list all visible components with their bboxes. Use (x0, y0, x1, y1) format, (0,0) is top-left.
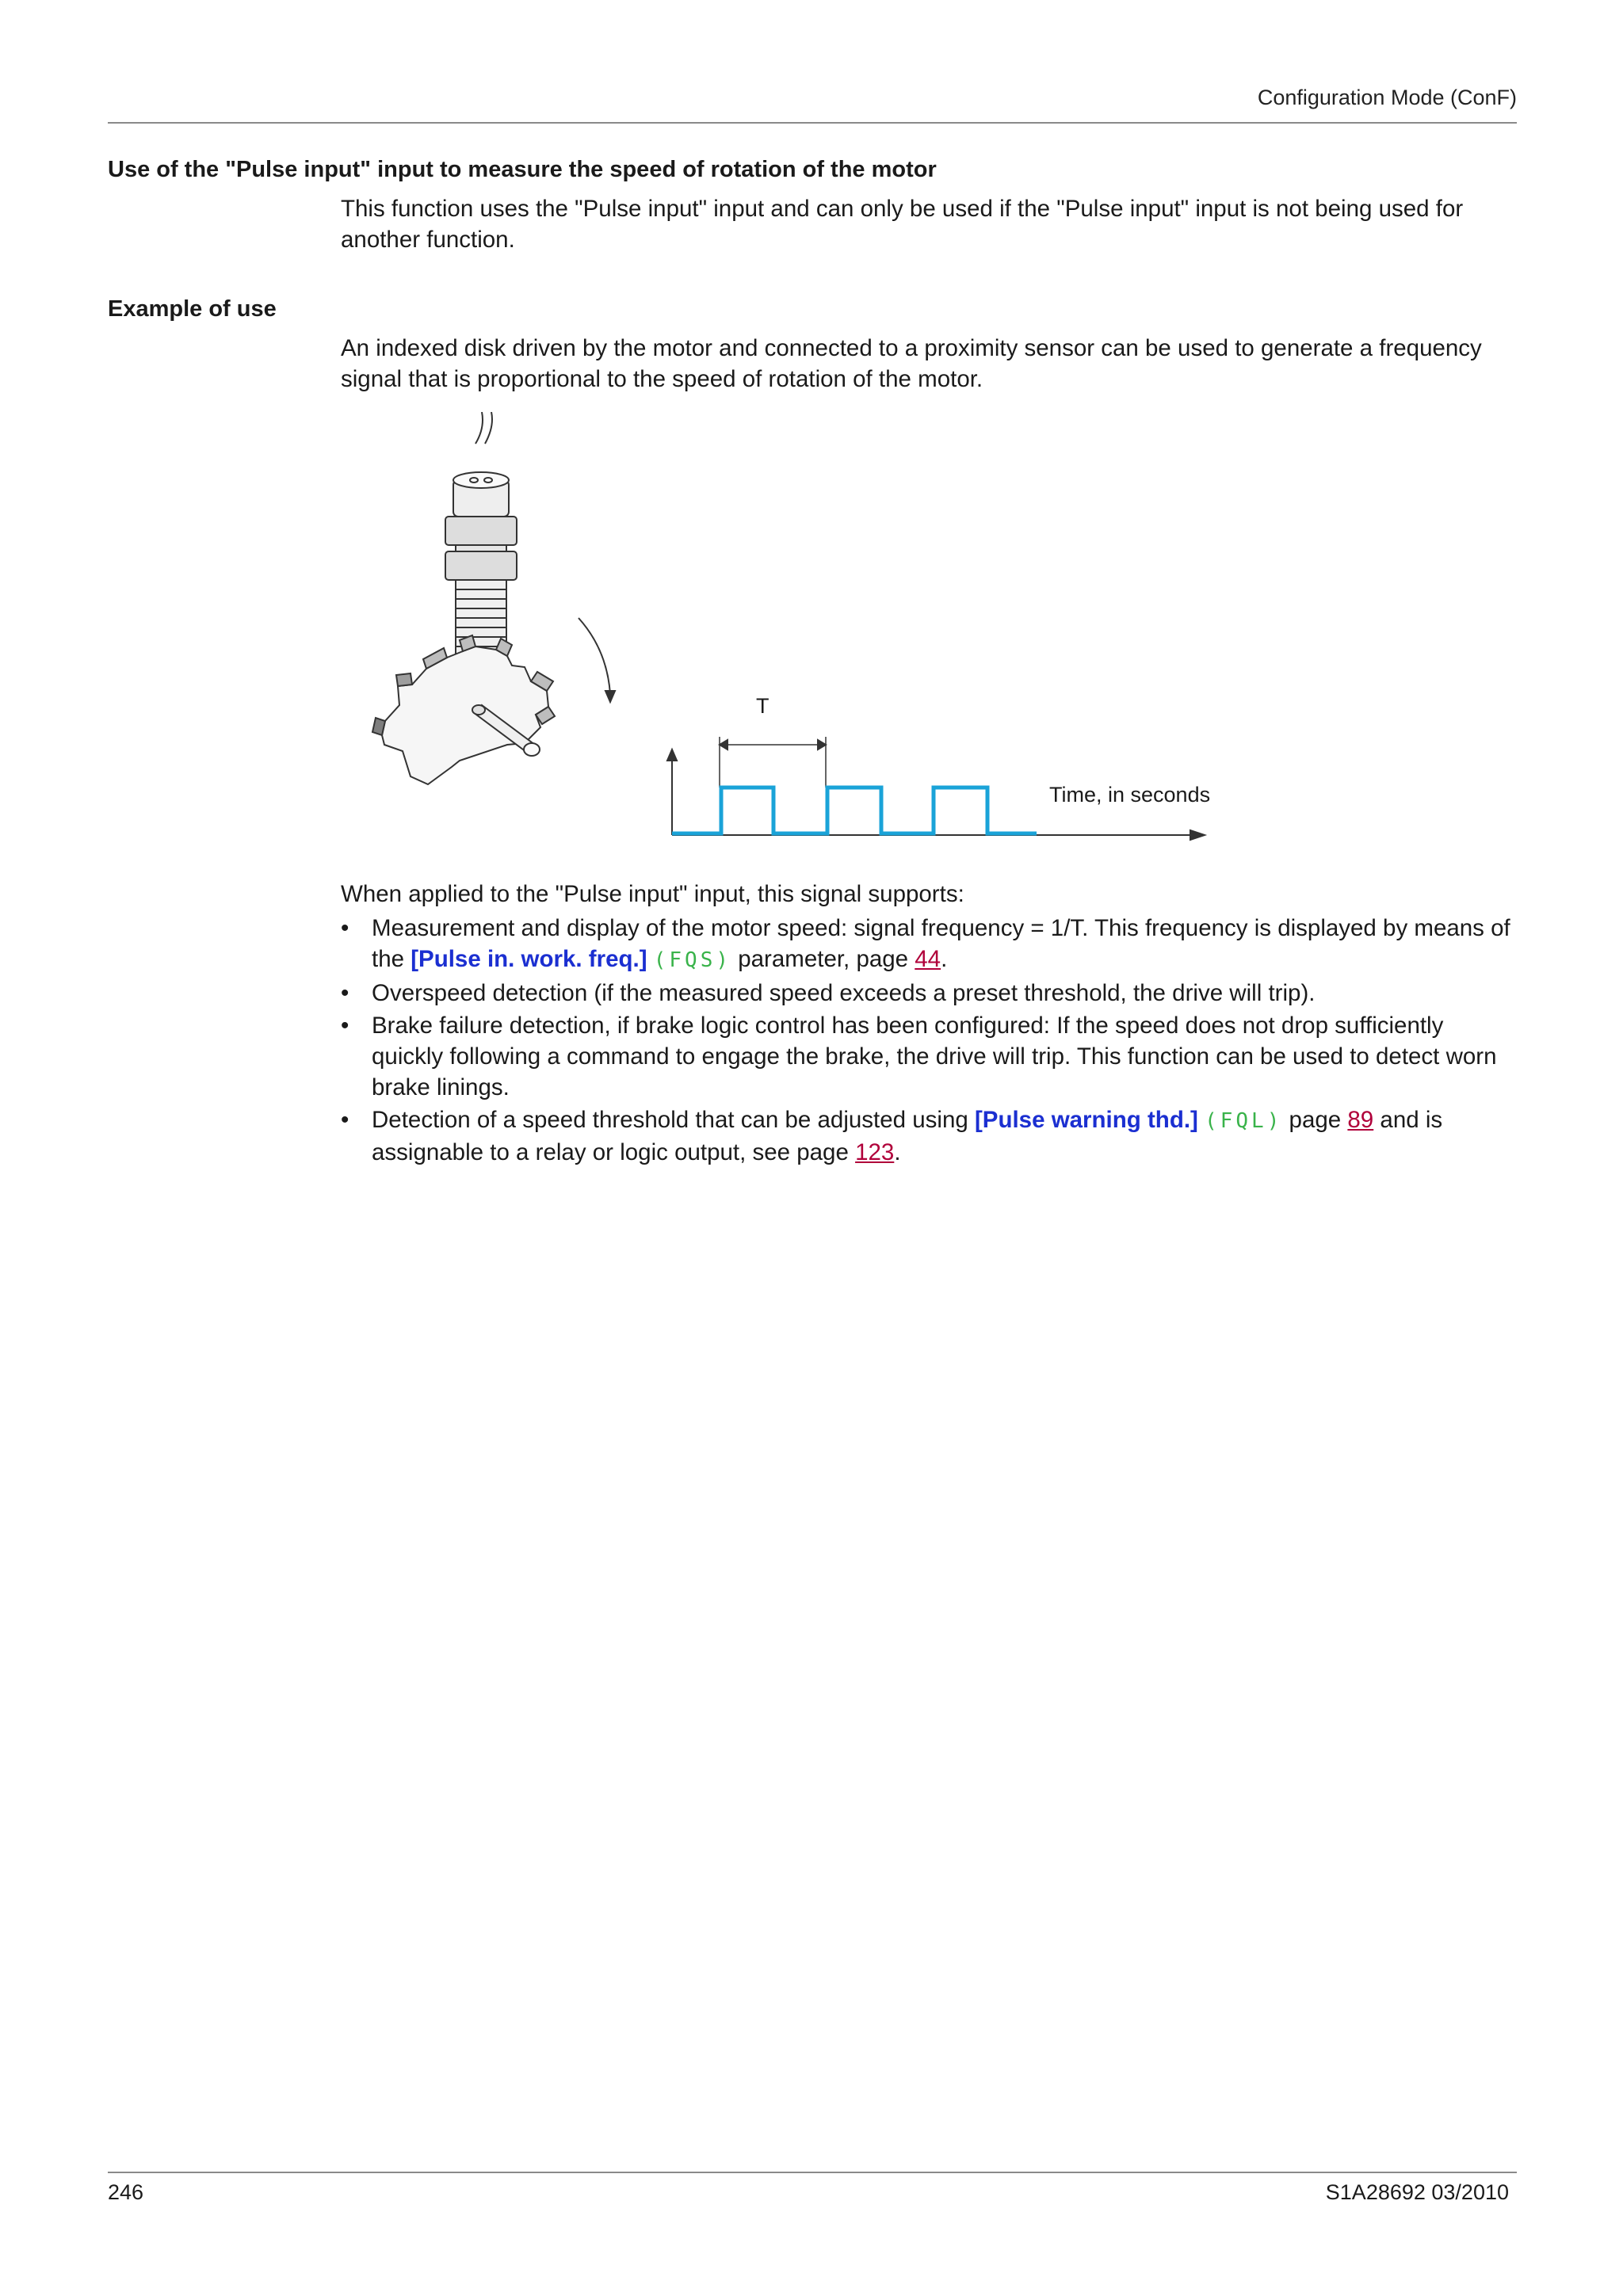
page-link[interactable]: 89 (1347, 1107, 1374, 1133)
supports-list (341, 913, 1520, 1169)
list-item-text: and is assignable to a relay or logic output, see page (372, 1107, 1443, 1165)
running-header: Configuration Mode (ConF) (1257, 86, 1517, 109)
list-item (341, 913, 1520, 976)
list-item (341, 1104, 1520, 1168)
header-divider (108, 122, 1517, 124)
rotation-arrow-icon (579, 618, 615, 702)
indexed-disk-illustration (372, 635, 555, 784)
list-item: • Overspeed detection (if the measured speed exceeds a preset threshold, the drive will trip). (341, 978, 1520, 1009)
list-item: • Brake failure detection, if brake logic control has been configured: If the speed does not drop sufficiently quickly following a command to engage the brake, the drive will trip. This function can be used to detect worn brake linings. (341, 1010, 1520, 1103)
supports-lead: When applied to the "Pulse input" input, this signal supports: (341, 881, 964, 907)
example-heading: Example of use (108, 296, 277, 322)
param-code: (FQS) (653, 948, 732, 972)
section-heading: Use of the "Pulse input" input to measure the speed of rotation of the motor (108, 157, 937, 182)
example-description: An indexed disk driven by the motor and connected to a proximity sensor can be used to generate a frequency signal that is proportional to the speed of rotation of the motor. (341, 335, 1482, 392)
page-link[interactable]: 123 (855, 1139, 895, 1165)
param-name: [Pulse warning thd.] (974, 1107, 1198, 1133)
footer-divider (108, 2172, 1517, 2173)
list-item-text: page (1282, 1107, 1348, 1133)
document-reference: S1A28692 03/2010 (1325, 2180, 1509, 2204)
list-item-text: . (894, 1139, 901, 1165)
list-item-text: parameter, page (731, 946, 915, 972)
page-link[interactable]: 44 (915, 946, 941, 972)
period-label: T (756, 694, 769, 718)
param-name: [Pulse in. work. freq.] (411, 946, 647, 972)
section-intro: This function uses the "Pulse input" input and can only be used if the "Pulse input" input is not being used for another function. (341, 196, 1464, 253)
param-code: (FQL) (1205, 1109, 1283, 1133)
time-axis-label: Time, in seconds (1049, 783, 1211, 807)
page-number: 246 (108, 2180, 144, 2204)
pulse-signal (672, 788, 1037, 833)
list-item-text: Detection of a speed threshold that can be adjusted using (372, 1107, 975, 1133)
list-item-text: . (941, 946, 948, 972)
list-item-text: Measurement and display of the motor speed: signal frequency = 1/T. This frequency is displayed by means of the (372, 915, 1510, 972)
proximity-sensor-illustration (445, 412, 517, 666)
sensor-pulse-figure (341, 412, 1276, 856)
